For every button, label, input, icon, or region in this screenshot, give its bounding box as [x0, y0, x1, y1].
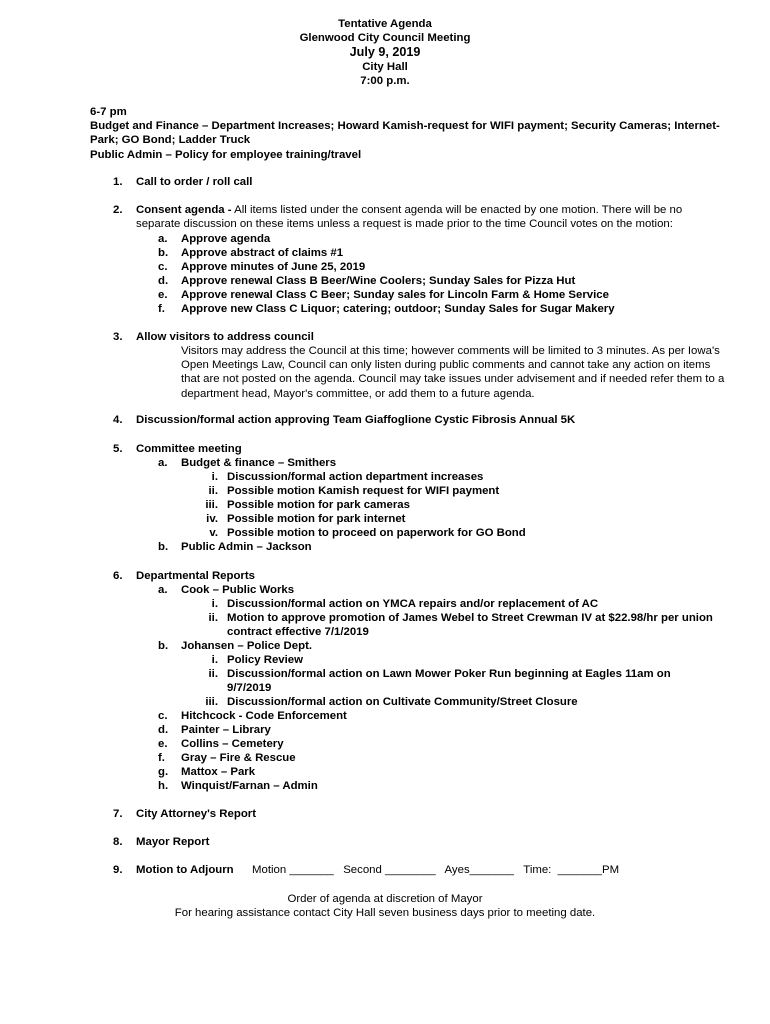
item-number: 6.	[113, 570, 123, 582]
item-number: 7.	[113, 808, 123, 820]
item-number: 5.	[113, 443, 123, 455]
footer-hearing-note: For hearing assistance contact City Hall seven business days prior to meeting date.	[174, 907, 596, 920]
item-number: 1.	[113, 176, 123, 188]
intro-budget-topics: Budget and Finance – Department Increases; Howard Kamish-request for WIFI payment; Security Cameras; Internet-Park; GO Bond; Ladder Truck	[90, 120, 720, 147]
header-time: 7:00 p.m.	[360, 74, 410, 87]
header-title: Tentative Agenda	[338, 18, 432, 30]
intro-time: 6-7 pm	[90, 106, 127, 118]
consent-agenda-text	[136, 203, 716, 231]
consent-agenda-desc: All items listed under the consent agenda will be enacted by one motion. There will be no separate discussion on these items unless a request is made prior to the time Council votes on the motion:	[136, 204, 683, 231]
item-number: 4.	[113, 414, 123, 426]
header-date: July 9, 2019	[349, 45, 421, 60]
agenda-header	[0, 17, 770, 88]
item-title: Motion to Adjourn	[136, 864, 234, 876]
adjourn-fields: Motion _______ Second ________ Ayes_______ Time: _______PM	[252, 864, 620, 876]
header-location: City Hall	[362, 60, 408, 73]
item-title: Discussion/formal action approving Team Giaffoglione Cystic Fibrosis Annual 5K	[136, 414, 576, 426]
item-title: Mayor Report	[136, 836, 210, 848]
header-meeting-name: Glenwood City Council Meeting	[299, 32, 471, 45]
item-title: Departmental Reports	[136, 570, 255, 582]
footer	[0, 892, 770, 920]
item-number: 9.	[113, 864, 123, 876]
footer-mayor-note: Order of agenda at discretion of Mayor	[287, 893, 483, 905]
item-title: Consent agenda -	[136, 204, 232, 216]
intro-public-admin: Public Admin – Policy for employee training/travel	[90, 148, 362, 161]
item-number: 3.	[113, 331, 123, 343]
item-title: Committee meeting	[136, 443, 242, 455]
workshop-intro	[90, 105, 730, 162]
item-title: Allow visitors to address council	[136, 331, 314, 343]
visitors-notice: Visitors may address the Council at this time; however comments will be limited to 3 minutes. As per Iowa's Open Meetings Law, Council can only listen during public comments and cannot take any action on items that are not posted on the agenda. Council may take issues under advisement and if needed refer them to a department head, Mayor's committee, or add them to a future agenda.	[181, 345, 725, 400]
item-number: 2.	[113, 204, 123, 216]
item-title: Call to order / roll call	[136, 176, 253, 188]
item-title: City Attorney's Report	[136, 808, 257, 820]
item-number: 8.	[113, 836, 123, 848]
